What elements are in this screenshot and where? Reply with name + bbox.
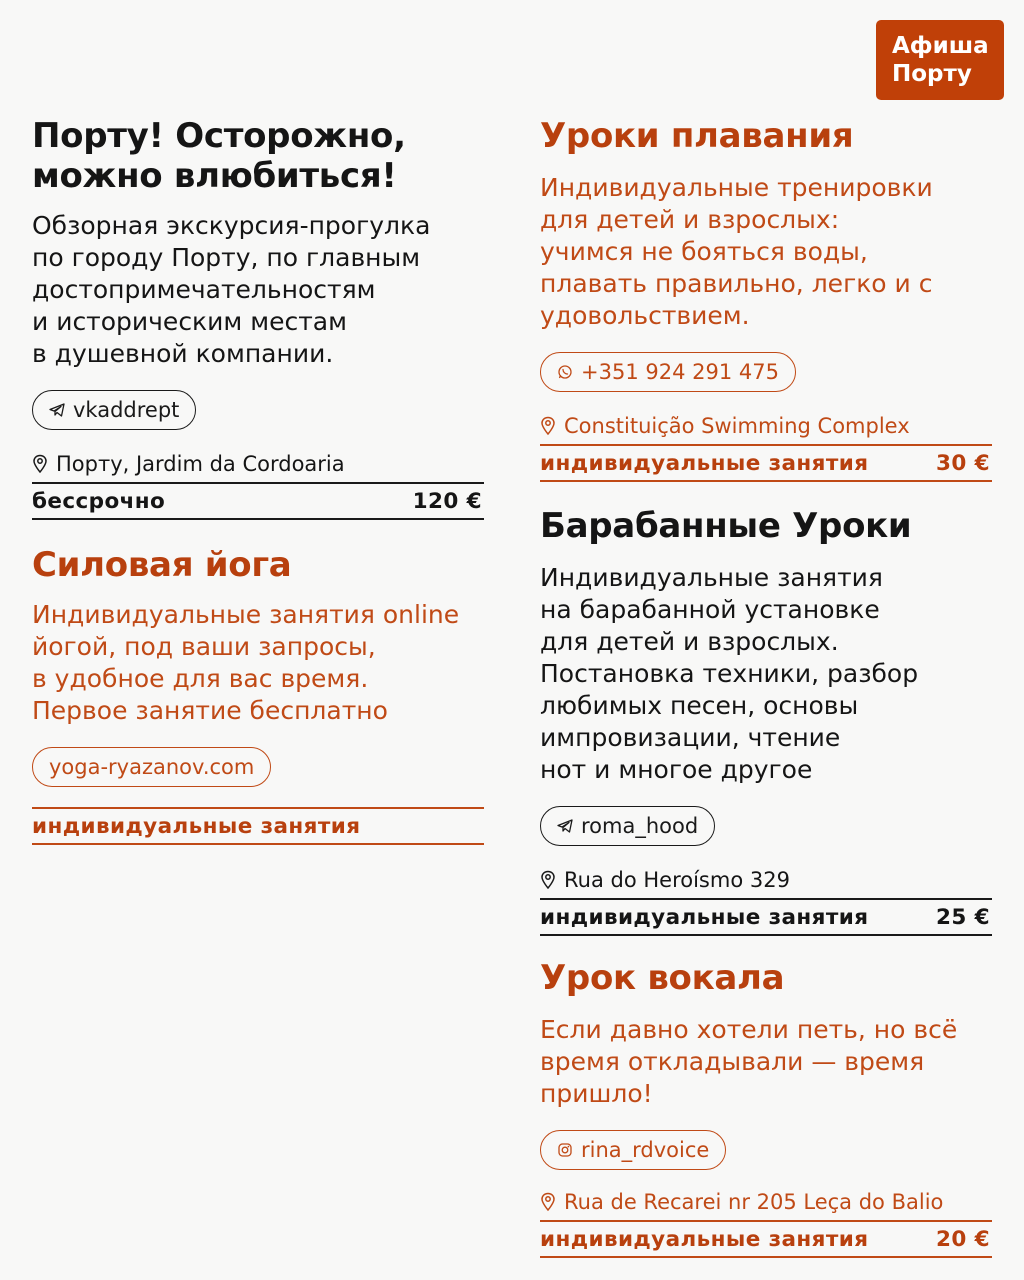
location xyxy=(540,1190,992,1214)
contact-pill[interactable] xyxy=(540,352,796,392)
price-label: 30 € xyxy=(936,450,990,476)
price-label: 20 € xyxy=(936,1226,990,1252)
contact-label: +351 924 291 475 xyxy=(581,360,779,384)
contact-pill[interactable] xyxy=(540,806,715,846)
card-tour xyxy=(32,116,484,520)
location xyxy=(540,868,992,892)
card-title: Уроки плавания xyxy=(540,116,854,156)
contact-label: rina_rdvoice xyxy=(581,1138,710,1162)
location-pin-icon xyxy=(32,454,48,474)
contact-pill[interactable] xyxy=(32,390,196,430)
card-description: Индивидуальные занятия online йогой, под ваши запросы, в удобное для вас время. Первое занятие бесплатно xyxy=(32,600,460,725)
schedule-bar xyxy=(540,444,992,482)
card-swimming xyxy=(540,116,992,482)
schedule-bar xyxy=(32,482,484,520)
location-label: Rua de Recarei nr 205 Leça do Balio xyxy=(564,1190,944,1214)
telegram-icon xyxy=(557,818,573,834)
card-vocal xyxy=(540,958,992,1258)
card-title: Урок вокала xyxy=(540,958,785,998)
instagram-icon xyxy=(557,1142,573,1158)
brand-logo xyxy=(876,20,1004,100)
price-label: 25 € xyxy=(936,904,990,930)
location-label: Constituição Swimming Complex xyxy=(564,414,910,438)
card-title: Барабанные Уроки xyxy=(540,506,912,546)
location-pin-icon xyxy=(540,1192,556,1212)
card-description: Индивидуальные занятия на барабанной установке для детей и взрослых. Постановка техники, разбор любимых песен, основы импровизации, чтение нот и многое другое xyxy=(540,563,919,784)
brand-line-1: Афиша xyxy=(892,33,989,59)
schedule-bar xyxy=(540,1220,992,1258)
location-pin-icon xyxy=(540,416,556,436)
location xyxy=(540,414,992,438)
card-description: Обзорная экскурсия-прогулка по городу Порту, по главным достопримечательностям и историческим местам в душевной компании. xyxy=(32,211,431,368)
contact-label: yoga-ryazanov.com xyxy=(49,755,255,779)
card-drums xyxy=(540,506,992,936)
brand-line-2: Порту xyxy=(892,61,972,87)
schedule-label: индивидуальные занятия xyxy=(32,813,361,839)
website-pill[interactable] xyxy=(32,747,271,787)
schedule-label: индивидуальные занятия xyxy=(540,450,869,476)
location-label: Rua do Heroísmo 329 xyxy=(564,868,790,892)
contact-label: roma_hood xyxy=(581,814,699,838)
schedule-bar xyxy=(540,898,992,936)
card-description: Если давно хотели петь, но всё время откладывали — время пришло! xyxy=(540,1015,958,1108)
location-label: Порту, Jardim da Cordoaria xyxy=(56,452,345,476)
contact-pill[interactable] xyxy=(540,1130,726,1170)
whatsapp-icon xyxy=(557,364,573,380)
price-label: 120 € xyxy=(412,488,482,514)
contact-label: vkaddrept xyxy=(73,398,180,422)
card-description: Индивидуальные тренировки для детей и взрослых: учимся не бояться воды, плавать правильно, легко и с удовольствием. xyxy=(540,173,933,330)
schedule-label: индивидуальные занятия xyxy=(540,1226,869,1252)
schedule-label: индивидуальные занятия xyxy=(540,904,869,930)
telegram-icon xyxy=(49,402,65,418)
card-title: Порту! Осторожно, можно влюбиться! xyxy=(32,116,406,196)
schedule-bar xyxy=(32,807,484,845)
card-yoga xyxy=(32,545,484,845)
location xyxy=(32,452,484,476)
location-pin-icon xyxy=(540,870,556,890)
schedule-label: бессрочно xyxy=(32,488,166,514)
card-title: Силовая йога xyxy=(32,545,292,585)
